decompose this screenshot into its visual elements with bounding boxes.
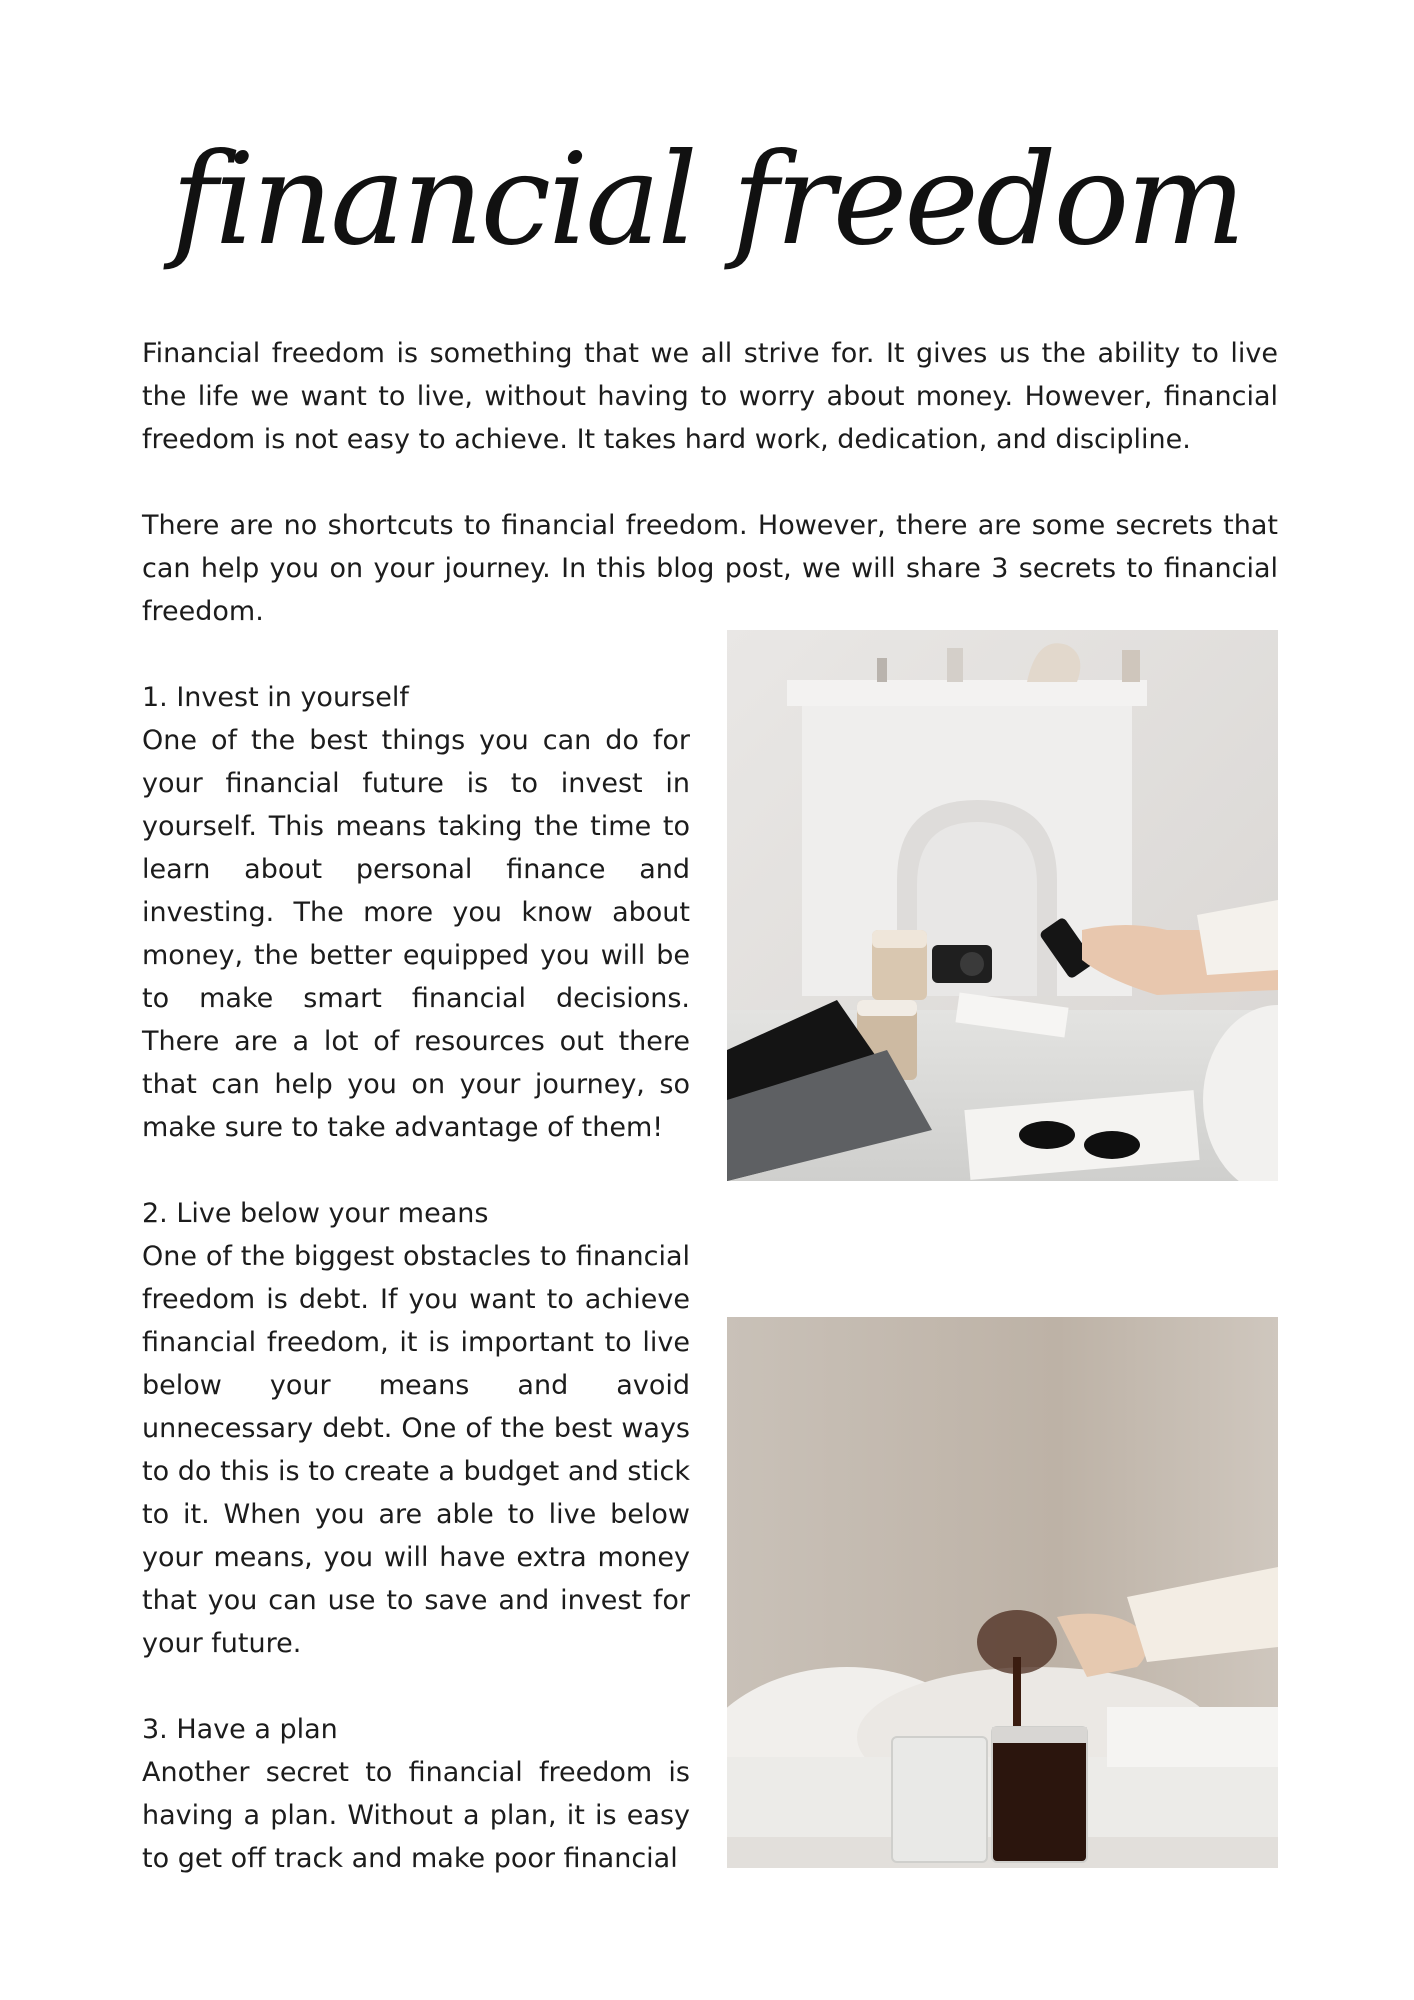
page-title: financial freedom [171,126,1243,273]
intro-paragraph-2: There are no shortcuts to financial freedom. However, there are some secrets that can help you on your journey. In this blog post, we will share 3 secrets to financial freedom. [142,510,1278,627]
section-body: One of the biggest obstacles to financial freedom is debt. If you want to achieve financial freedom, it is important to live below your means and avoid unnecessary debt. One of the best ways to do this is to create a budget and stick to it. When you are able to live below your means, you will have extra money that you can use to save and invest for your future. [142,1241,690,1659]
section-invest [142,676,690,1149]
section-live-below [142,1192,690,1665]
section-body: One of the best things you can do for your financial future is to invest in yourself. This means taking the time to learn about personal finance and investing. The more you know about money, the better equipped you will be to make smart financial decisions. There are a lot of resources out there that can help you on your journey, so make sure to take advantage of them! [142,725,690,1143]
section-heading: 3. Have a plan [142,1714,338,1745]
intro-paragraph-1: Financial freedom is something that we all strive for. It gives us the ability to live the life we want to live, without having to worry about money. However, financial freedom is not easy to achieve. It takes hard work, dedication, and discipline. [142,338,1278,455]
section-heading: 1. Invest in yourself [142,682,409,713]
section-plan [142,1708,690,1880]
coffee-photo [727,1317,1278,1868]
desk-photo [727,630,1278,1181]
desk-with-laptop-and-phone-photo [727,630,1278,1181]
section-body: Another secret to financial freedom is having a plan. Without a plan, it is easy to get off track and make poor financial [142,1757,690,1874]
section-heading: 2. Live below your means [142,1198,489,1229]
coffee-pouring-photo [727,1317,1278,1868]
